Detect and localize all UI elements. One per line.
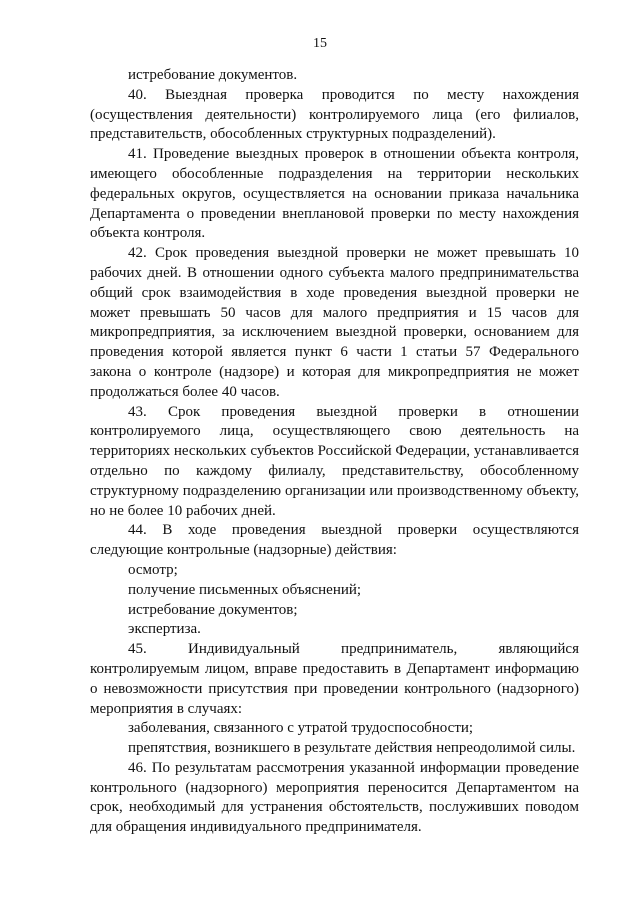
document-body — [90, 66, 579, 838]
list-item-document-request: истребование документов; — [128, 601, 298, 618]
list-item-inspection: осмотр; — [128, 561, 178, 578]
list-item-illness: заболевания, связанного с утратой трудоспособности; — [128, 720, 474, 737]
paragraph-40: 40. Выездная проверка проводится по месту нахождения (осуществления деятельности) контролируемого лица (его филиалов, представительств, обособленных структурных подразделений). — [90, 86, 579, 143]
paragraph-45: 45. Индивидуальный предприниматель, являющийся контролируемым лицом, вправе предоставить в Департамент информацию о невозможности присутствия при проведении контрольного (надзорного) мероприятия в случаях: — [90, 641, 579, 717]
list-item-force-majeure: препятствия, возникшего в результате действия непреодолимой силы. — [128, 740, 576, 757]
list-item-expertise: экспертиза. — [128, 621, 201, 638]
paragraph-41: 41. Проведение выездных проверок в отношении объекта контроля, имеющего обособленные подразделения на территории нескольких федеральных округов, осуществляется на основании приказа начальника Департамента о проведении внеплановой проверки по месту нахождения объекта контроля. — [90, 146, 579, 242]
paragraph-44: 44. В ходе проведения выездной проверки осуществляются следующие контрольные (надзорные) действия: — [90, 522, 579, 559]
paragraph-continuation: истребование документов. — [128, 67, 298, 83]
paragraph-46: 46. По результатам рассмотрения указанной информации проведение контрольного (надзорного) мероприятия переносится Департаментом на срок, необходимый для устранения обстоятельств, послуживших поводом для обращения индивидуального предпринимателя. — [90, 759, 579, 836]
list-item-written-explanations: получение письменных объяснений; — [128, 581, 362, 598]
page-number: 15 — [313, 36, 327, 51]
paragraph-42: 42. Срок проведения выездной проверки не может превышать 10 рабочих дней. В отношении одного субъекта малого предпринимательства общий срок взаимодействия в ходе проведения выездной проверки не может превышать 50 часов для малого предприятия и 15 часов для микропредприятия, за исключением выездной проверки, основанием для проведения которой является пункт 6 части 1 статьи 57 Федерального закона о контроле (надзоре) и которая для микропредприятия не может продолжаться более 40 часов. — [90, 245, 579, 400]
paragraph-43: 43. Срок проведения выездной проверки в отношении контролируемого лица, осуществляющего свою деятельность на территориях нескольких субъектов Российской Федерации, устанавливается отдельно по каждому филиалу, представительству, обособленному структурному подразделению организации или производственному объекту, но не более 10 рабочих дней. — [90, 403, 579, 519]
